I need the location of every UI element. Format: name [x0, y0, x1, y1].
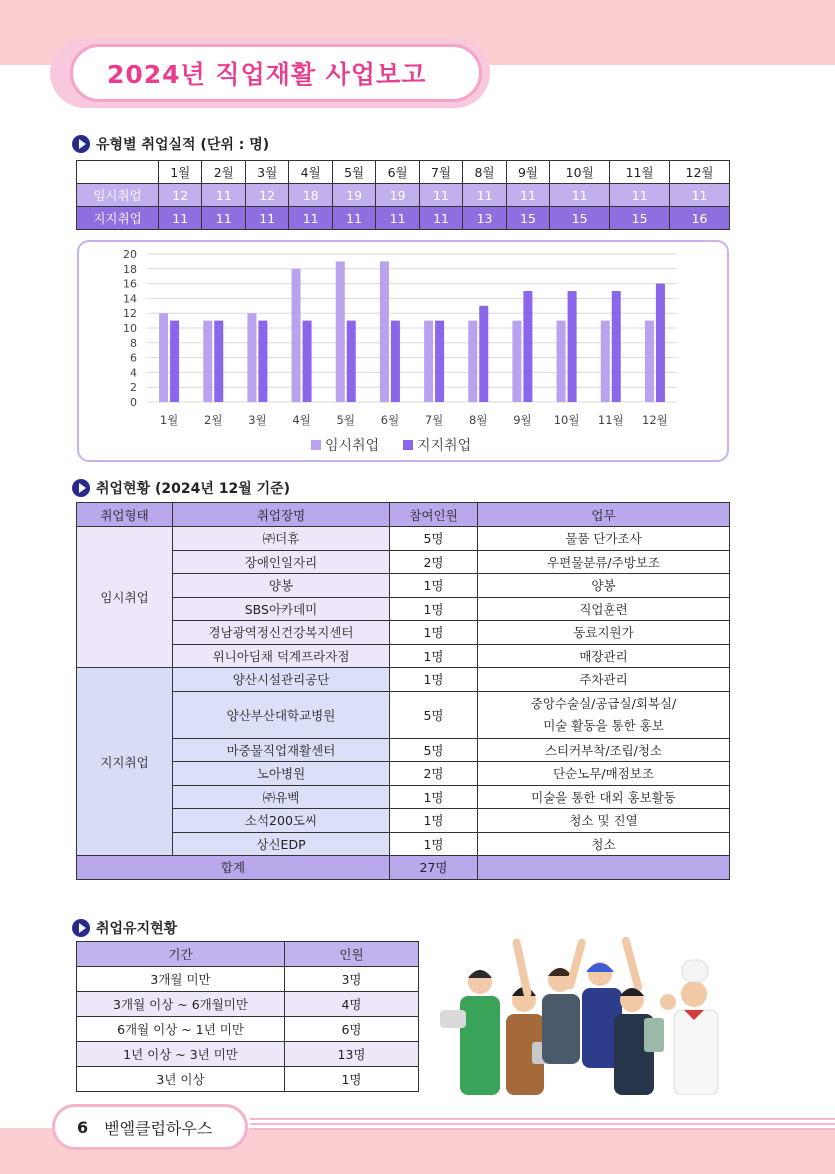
y-tick-label: 20	[123, 248, 137, 261]
retention-header-row	[77, 942, 419, 967]
value-cell: 11	[506, 184, 549, 207]
value-cell: 11	[289, 207, 332, 230]
table-row	[77, 550, 730, 574]
value-cell: 15	[550, 207, 610, 230]
value-cell: 19	[332, 184, 375, 207]
bar-support	[612, 291, 621, 402]
value-cell: 15	[610, 207, 670, 230]
table-row	[77, 621, 730, 645]
table-row	[77, 691, 730, 738]
task-cell: 양봉	[478, 574, 730, 598]
header-cell: 업무	[478, 503, 730, 527]
x-tick-label: 5월	[336, 413, 355, 427]
employment-type-cell: 지지취업	[77, 668, 173, 856]
month-header-cell: 8월	[463, 161, 506, 184]
workplace-name-cell: 상신EDP	[173, 832, 390, 856]
participant-count-cell: 2명	[390, 762, 478, 786]
value-cell: 16	[670, 207, 730, 230]
bar-temp	[159, 313, 168, 402]
x-tick-label: 1월	[159, 413, 179, 427]
task-cell: 동료지원가	[478, 621, 730, 645]
table-row	[77, 762, 730, 786]
table-row	[77, 832, 730, 856]
month-header-cell: 12월	[670, 161, 730, 184]
total-row	[77, 856, 730, 880]
value-cell: 15	[506, 207, 549, 230]
y-tick-label: 8	[130, 336, 137, 350]
period-cell: 6개월 이상 ~ 1년 미만	[77, 1017, 285, 1042]
play-icon	[72, 135, 90, 153]
value-cell: 11	[463, 184, 506, 207]
month-header-cell: 9월	[506, 161, 549, 184]
workplace-name-cell: 마중물직업재활센터	[173, 738, 390, 762]
page-title: 2024년 직업재활 사업보고	[107, 60, 427, 89]
employment-type-cell: 임시취업	[77, 527, 173, 668]
task-line: 미술 활동을 통한 홍보	[543, 717, 664, 733]
count-cell: 4명	[285, 992, 419, 1017]
workplace-name-cell: 장애인일자리	[173, 550, 390, 574]
participant-count-cell: 1명	[390, 809, 478, 833]
bar-temp	[557, 321, 566, 402]
value-cell: 11	[419, 184, 462, 207]
participant-count-cell: 5명	[390, 527, 478, 551]
table-row	[77, 644, 730, 668]
table-row	[77, 1067, 419, 1092]
x-tick-label: 7월	[424, 413, 444, 427]
task-cell: 미술을 통한 대외 홍보활동	[478, 785, 730, 809]
monthly-row-temp	[77, 184, 730, 207]
bar-support	[214, 321, 223, 402]
y-tick-label: 6	[130, 351, 137, 365]
participant-count-cell: 1명	[390, 668, 478, 692]
task-cell	[478, 691, 730, 738]
legend-swatch	[403, 440, 413, 450]
workplace-name-cell: 양봉	[173, 574, 390, 598]
table-row	[77, 738, 730, 762]
section-title: 취업현황 (2024년 12월 기준)	[96, 481, 291, 497]
month-header-cell: 11월	[610, 161, 670, 184]
value-cell: 18	[289, 184, 332, 207]
x-tick-label: 8월	[469, 413, 488, 427]
x-tick-label: 2월	[204, 413, 223, 427]
table-row	[77, 809, 730, 833]
empty-header-cell	[77, 161, 159, 184]
value-cell: 12	[245, 184, 288, 207]
value-cell: 19	[376, 184, 419, 207]
value-cell: 11	[670, 184, 730, 207]
task-cell: 우편물분류/주방보조	[478, 550, 730, 574]
section-heading-retention	[72, 918, 177, 938]
workplace-name-cell: 양산시설관리공단	[173, 668, 390, 692]
header-cell: 기간	[77, 942, 285, 967]
monthly-table	[76, 160, 730, 230]
organization-name: 벧엘클럽하우스	[104, 1118, 213, 1138]
bar-support	[170, 321, 179, 402]
y-tick-label: 14	[123, 292, 137, 306]
task-cell: 물품 단가조사	[478, 527, 730, 551]
y-tick-label: 12	[123, 307, 137, 321]
table-row	[77, 1017, 419, 1042]
play-icon	[72, 919, 90, 937]
value-cell: 11	[332, 207, 375, 230]
bar-temp	[292, 269, 301, 402]
workplace-name-cell: ㈜유벡	[173, 785, 390, 809]
value-cell: 11	[610, 184, 670, 207]
x-tick-label: 9월	[513, 413, 532, 427]
value-cell: 11	[419, 207, 462, 230]
value-cell: 11	[376, 207, 419, 230]
header-cell: 취업장명	[173, 503, 390, 527]
bar-support	[347, 321, 356, 402]
footer-label	[52, 1104, 248, 1150]
play-icon	[72, 479, 90, 497]
value-cell: 11	[202, 184, 245, 207]
workplace-name-cell: 위니아딤채 덕계프라자점	[173, 644, 390, 668]
bar-temp	[247, 313, 256, 402]
bar-temp	[601, 321, 610, 402]
bar-support	[258, 321, 267, 402]
bar-support	[303, 321, 312, 402]
count-cell: 3명	[285, 967, 419, 992]
bar-support	[656, 284, 665, 402]
task-cell: 직업훈련	[478, 597, 730, 621]
count-cell: 6명	[285, 1017, 419, 1042]
period-cell: 3년 이상	[77, 1067, 285, 1092]
value-cell: 11	[159, 207, 202, 230]
month-header-cell: 10월	[550, 161, 610, 184]
month-header-cell: 7월	[419, 161, 462, 184]
footer-decorative-lines	[250, 1118, 835, 1142]
empty-cell	[478, 856, 730, 880]
month-header-cell: 6월	[376, 161, 419, 184]
bar-support	[523, 291, 532, 402]
y-tick-label: 2	[130, 381, 137, 395]
month-header-cell: 2월	[202, 161, 245, 184]
bar-temp	[645, 321, 654, 402]
period-cell: 1년 이상 ~ 3년 미만	[77, 1042, 285, 1067]
x-tick-label: 10월	[553, 413, 580, 427]
employment-header-row	[77, 503, 730, 527]
participant-count-cell: 1명	[390, 597, 478, 621]
retention-table	[76, 941, 419, 1092]
section-title: 유형별 취업실적 (단위 : 명)	[96, 137, 270, 153]
y-tick-label: 16	[123, 277, 137, 291]
month-header-cell: 5월	[332, 161, 375, 184]
table-row	[77, 992, 419, 1017]
employment-table	[76, 502, 730, 880]
legend-label: 임시취업	[325, 438, 380, 454]
table-row	[77, 597, 730, 621]
y-tick-label: 18	[123, 262, 137, 276]
total-label-cell: 합계	[77, 856, 390, 880]
period-cell: 3개월 이상 ~ 6개월미만	[77, 992, 285, 1017]
monthly-header-row	[77, 161, 730, 184]
legend-label: 지지취업	[417, 438, 472, 454]
workplace-name-cell: 경남광역정신건강복지센터	[173, 621, 390, 645]
y-tick-label: 10	[123, 322, 137, 335]
monthly-row-support	[77, 207, 730, 230]
task-cell: 스티커부착/조립/청소	[478, 738, 730, 762]
participant-count-cell: 2명	[390, 550, 478, 574]
bar-temp	[512, 321, 521, 402]
value-cell: 11	[202, 207, 245, 230]
workplace-name-cell: SBS아카데미	[173, 597, 390, 621]
x-tick-label: 3월	[248, 413, 267, 427]
section-heading-employment-by-type	[72, 134, 269, 154]
bar-temp	[336, 261, 345, 402]
bar-temp	[424, 321, 433, 402]
row-label: 지지취업	[77, 207, 159, 230]
value-cell: 13	[463, 207, 506, 230]
period-cell: 3개월 미만	[77, 967, 285, 992]
bar-support	[391, 321, 400, 402]
workplace-name-cell: 소석200도씨	[173, 809, 390, 833]
legend-swatch	[311, 440, 321, 450]
bar-chart	[79, 242, 727, 460]
bar-support	[568, 291, 577, 402]
y-tick-label: 4	[130, 366, 137, 380]
bar-temp	[380, 261, 389, 402]
table-row	[77, 785, 730, 809]
x-tick-label: 11월	[597, 413, 624, 427]
task-cell: 매장관리	[478, 644, 730, 668]
task-line: 중앙수술실/공급실/회복실/	[530, 695, 677, 711]
value-cell: 11	[550, 184, 610, 207]
chart-container	[77, 240, 729, 462]
participant-count-cell: 1명	[390, 574, 478, 598]
title-banner	[70, 44, 482, 102]
workplace-name-cell: ㈜더휴	[173, 527, 390, 551]
participant-count-cell: 1명	[390, 785, 478, 809]
count-cell: 1명	[285, 1067, 419, 1092]
count-cell: 13명	[285, 1042, 419, 1067]
bar-temp	[468, 321, 477, 402]
task-cell: 단순노무/매점보조	[478, 762, 730, 786]
bar-support	[435, 321, 444, 402]
value-cell: 12	[159, 184, 202, 207]
table-row	[77, 967, 419, 992]
table-row	[77, 527, 730, 551]
workplace-name-cell: 노아병원	[173, 762, 390, 786]
table-row	[77, 574, 730, 598]
header-cell: 참여인원	[390, 503, 478, 527]
participant-count-cell: 5명	[390, 691, 478, 738]
month-header-cell: 1월	[159, 161, 202, 184]
x-tick-label: 12월	[642, 413, 668, 427]
section-heading-employment-status	[72, 478, 290, 498]
task-cell: 청소 및 진열	[478, 809, 730, 833]
participant-count-cell: 1명	[390, 621, 478, 645]
workers-illustration	[432, 930, 728, 1095]
participant-count-cell: 5명	[390, 738, 478, 762]
section-title: 취업유지현황	[96, 921, 178, 937]
month-header-cell: 3월	[245, 161, 288, 184]
y-tick-label: 0	[130, 396, 137, 409]
task-cell: 청소	[478, 832, 730, 856]
bar-support	[479, 306, 488, 402]
header-cell: 인원	[285, 942, 419, 967]
participant-count-cell: 1명	[390, 644, 478, 668]
table-row	[77, 1042, 419, 1067]
month-header-cell: 4월	[289, 161, 332, 184]
x-tick-label: 4월	[292, 413, 311, 427]
page-number: 6	[77, 1117, 89, 1137]
header-cell: 취업형태	[77, 503, 173, 527]
row-label: 임시취업	[77, 184, 159, 207]
task-cell: 주차관리	[478, 668, 730, 692]
x-tick-label: 6월	[380, 413, 400, 427]
bar-temp	[203, 321, 212, 402]
value-cell: 11	[245, 207, 288, 230]
workplace-name-cell: 양산부산대학교병원	[173, 691, 390, 738]
table-row	[77, 668, 730, 692]
participant-count-cell: 1명	[390, 832, 478, 856]
total-count-cell: 27명	[390, 856, 478, 880]
